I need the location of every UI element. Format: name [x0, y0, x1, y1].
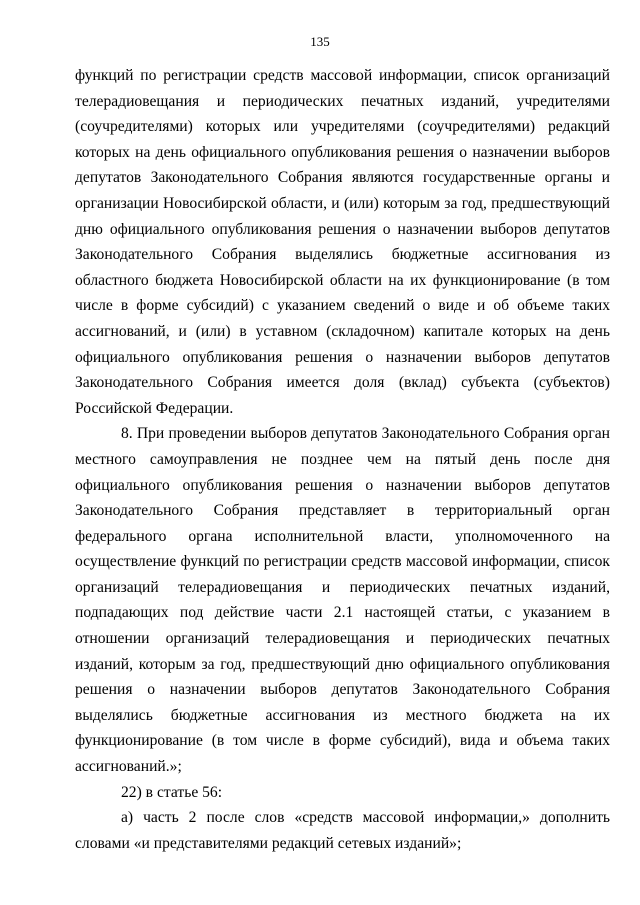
- page-number: 135: [310, 34, 330, 49]
- paragraph-item-22: 22) в статье 56:: [121, 783, 223, 801]
- paragraph-subitem-a: а) часть 2 после слов «средств массовой информации,» дополнить словами «и представителями редакций сетевых изданий»;: [75, 809, 610, 852]
- document-body: [75, 63, 610, 856]
- paragraph-continuation: функций по регистрации средств массовой информации, список организаций телерадиовещания и периодических печатных изданий, учредителями (соучредителями) которых или учредителями (соучредителями) редакций которых на день официального опубликования решения о назначении выборов депутатов Законодательного Собрания являются государственные органы и организации Новосибирской области, и (или) которым за год, предшествующий дню официального опубликования решения о назначении выборов депутатов Законодательного Собрания выделялись бюджетные ассигнования из областного бюджета Новосибирской области на их функционирование (в том числе в форме субсидий) с указанием сведений о виде и об объеме таких ассигнований, и (или) в уставном (складочном) капитале которых на день официального опубликования решения о назначении выборов депутатов Законодательного Собрания имеется доля (вклад) субъекта (субъектов) Российской Федерации.: [75, 67, 610, 417]
- paragraph-item-8: 8. При проведении выборов депутатов Законодательного Собрания орган местного самоуправления не позднее чем на пятый день после дня официального опубликования решения о назначении выборов депутатов Законодательного Собрания представляет в территориальный орган федерального органа исполнительной власти, уполномоченного на осуществление функций по регистрации средств массовой информации, список организаций телерадиовещания и периодических печатных изданий, подпадающих под действие части 2.1 настоящей статьи, с указанием в отношении организаций телерадиовещания и периодических печатных изданий, которым за год, предшествующий дню официального опубликования решения о назначении выборов депутатов Законодательного Собрания выделялись бюджетные ассигнования из местного бюджета на их функционирование (в том числе в форме субсидий), вида и объема таких ассигнований.»;: [75, 425, 610, 776]
